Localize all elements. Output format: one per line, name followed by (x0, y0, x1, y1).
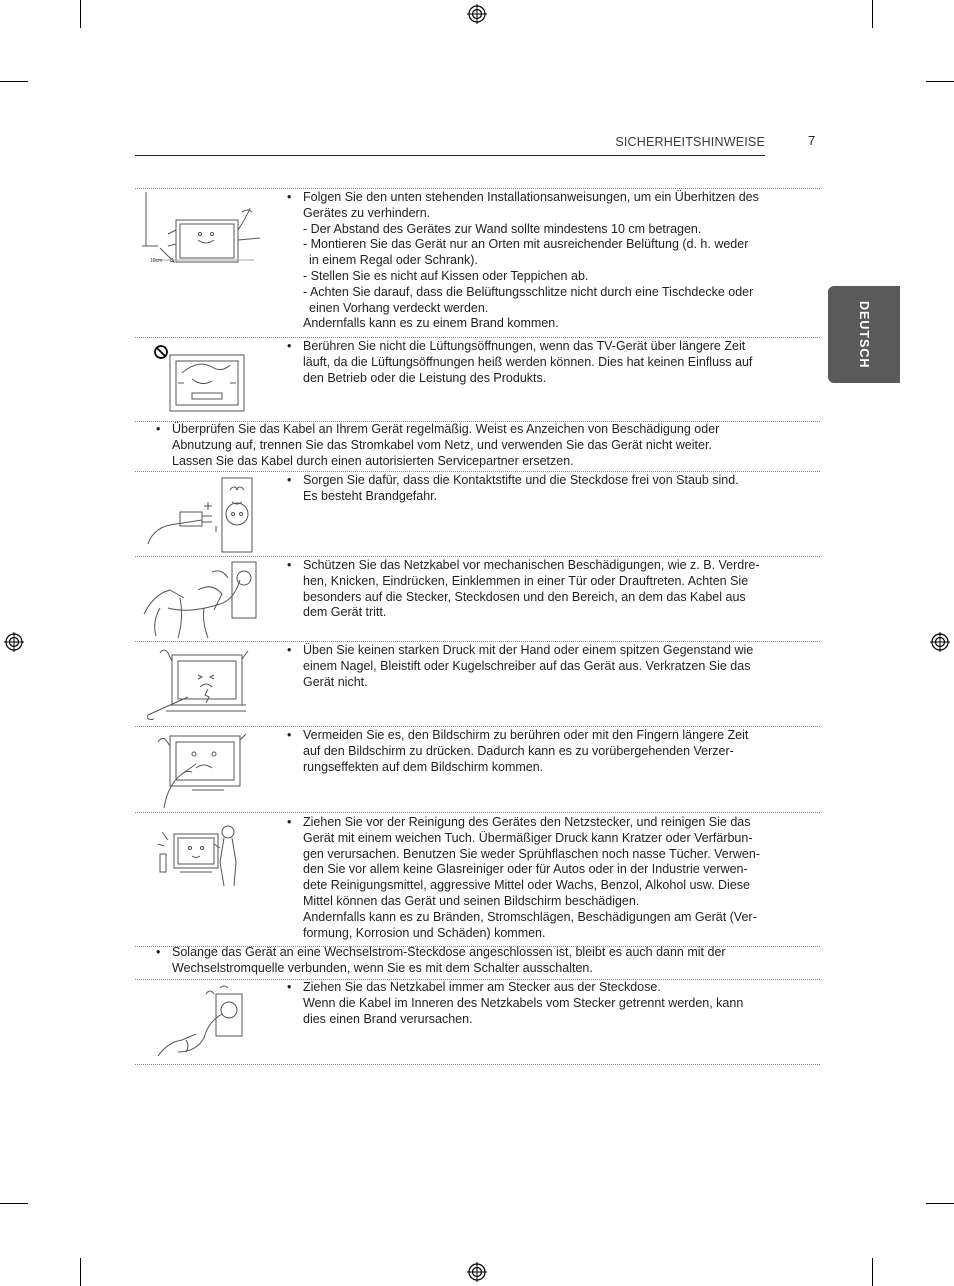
text-line: - Stellen Sie es nicht auf Kissen oder Teppichen ab. (303, 268, 589, 283)
section-9-text (156, 945, 796, 977)
text-line: den Sie vor allem keine Glasreiniger oder für Autos oder in der Industrie verwen- (303, 862, 748, 877)
crop-mark (80, 1258, 81, 1286)
line-text: Überprüfen Sie das Kabel an Ihrem Gerät regelmäßig. Weist es Anzeichen von Beschädigung oder (172, 422, 720, 436)
bullet-line (156, 422, 796, 438)
text-line: dies einen Brand verursachen. (303, 1011, 473, 1026)
text-line: Lassen Sie das Kabel durch einen autorisierten Servicepartner ersetzen. (172, 453, 574, 468)
bullet-line (287, 728, 807, 744)
registration-mark-icon (467, 1262, 487, 1282)
text-line: hen, Knicken, Eindrücken, Einklemmen in einer Tür oder Drauftreten. Achten Sie (303, 573, 749, 588)
bullet-icon: • (287, 815, 292, 829)
text-line: Gerätes zu verhindern. (303, 205, 431, 220)
section-8-text (287, 815, 807, 941)
section-4-text (287, 473, 807, 505)
damaged-cable-icon (140, 558, 260, 640)
bullet-line (287, 339, 807, 355)
separator (135, 812, 820, 813)
crop-mark (0, 81, 28, 82)
text-line: in einem Regal oder Schrank). (309, 253, 478, 268)
text-line: Andernfalls kann es zu Bränden, Stromschlägen, Beschädigungen am Gerät (Ver- (303, 909, 757, 924)
header-rule (135, 155, 765, 156)
bullet-line (287, 473, 807, 489)
separator (135, 188, 820, 189)
bullet-line (287, 815, 807, 831)
text-line: formung, Korrosion und Schäden) kommen. (303, 925, 546, 940)
sharp-object-scratch-icon (146, 645, 250, 723)
text-line: - Achten Sie darauf, dass die Belüftungsschlitze nicht durch eine Tischdecke oder (303, 284, 754, 299)
text-line: einen Vorhang verdeckt werden. (309, 300, 489, 315)
crop-mark (0, 1203, 28, 1204)
bullet-icon: • (287, 728, 292, 742)
registration-mark-icon (467, 4, 487, 24)
bullet-icon: • (287, 190, 292, 204)
bullet-icon: • (287, 473, 292, 487)
text-line: gen verursachen. Benutzen Sie weder Sprühflaschen noch nasse Tücher. Verwen- (303, 846, 760, 861)
registration-mark-icon (4, 632, 24, 652)
text-line: rungseffekten auf dem Bildschirm kommen. (303, 759, 544, 774)
text-line: Es besteht Brandgefahr. (303, 488, 438, 503)
bullet-icon: • (287, 558, 292, 572)
hot-vent-no-touch-icon (152, 343, 250, 419)
section-7-text (287, 728, 807, 775)
text-line: auf den Bildschirm zu drücken. Dadurch kann es zu vorübergehenden Verzer- (303, 743, 734, 758)
crop-mark (80, 0, 81, 28)
page-number: 7 (808, 133, 816, 148)
line-text: Üben Sie keinen starken Druck mit der Hand oder einem spitzen Gegenstand wie (303, 643, 754, 657)
bullet-icon: • (287, 980, 292, 994)
section-1-text (287, 190, 807, 332)
section-header-title: SICHERHEITSHINWEISE (615, 135, 765, 149)
text-line: Gerät mit einem weichen Tuch. Übermäßiger Druck kann Kratzer oder Verfärbun- (303, 830, 753, 845)
bullet-icon: • (287, 339, 292, 353)
language-tab (828, 286, 900, 383)
section-2-text (287, 339, 807, 386)
text-line: Mittel können das Gerät und seinen Bildschirm beschädigen. (303, 893, 640, 908)
tv-wall-distance-icon (138, 190, 266, 270)
section-5-text (287, 558, 807, 621)
text-line: besonders auf die Stecker, Steckdosen und den Bereich, an dem das Kabel aus (303, 589, 746, 604)
distance-label: 10cm (150, 258, 163, 264)
separator (135, 1064, 820, 1065)
crop-mark (872, 1258, 873, 1286)
separator (135, 471, 820, 472)
bullet-icon: • (156, 945, 161, 959)
text-line: - Montieren Sie das Gerät nur an Orten mit ausreichender Belüftung (d. h. weder (303, 237, 749, 252)
text-line: läuft, da die Lüftungsöffnungen heiß werden können. Dies hat keinen Einfluss auf (303, 354, 753, 369)
bullet-line (287, 190, 807, 206)
line-text: Folgen Sie den unten stehenden Installationsanweisungen, um ein Überhitzen des (303, 190, 759, 204)
language-tab-label: DEUTSCH (857, 300, 871, 369)
line-text: Berühren Sie nicht die Lüftungsöffnungen, wenn das TV-Gerät über längere Zeit (303, 339, 746, 353)
section-6-text (287, 643, 807, 690)
bullet-line (287, 643, 807, 659)
crop-mark (926, 81, 954, 82)
line-text: Solange das Gerät an eine Wechselstrom-Steckdose angeschlossen ist, bleibt es auch dann mit der (172, 945, 726, 959)
section-10-text (287, 980, 807, 1027)
separator (135, 726, 820, 727)
text-line: Andernfalls kann es zu einem Brand kommen. (303, 316, 559, 331)
text-line: dete Reinigungsmittel, aggressive Mittel oder Wachs, Benzol, Alkohol usw. Diese (303, 878, 750, 893)
separator (135, 556, 820, 557)
line-text: Schützen Sie das Netzkabel vor mechanischen Beschädigungen, wie z. B. Verdre- (303, 558, 760, 572)
text-line: - Der Abstand des Gerätes zur Wand sollte mindestens 10 cm betragen. (303, 221, 702, 236)
text-line: Abnutzung auf, trennen Sie das Stromkabel vom Netz, und verwenden Sie das Gerät nicht weiter. (172, 437, 712, 452)
separator (135, 641, 820, 642)
text-line: dem Gerät tritt. (303, 605, 387, 620)
line-text: Ziehen Sie vor der Reinigung des Gerätes den Netzstecker, und reinigen Sie das (303, 815, 751, 829)
bullet-icon: • (287, 643, 292, 657)
bullet-icon: • (156, 422, 161, 436)
line-text: Sorgen Sie dafür, dass die Kontaktstifte und die Steckdose frei von Staub sind. (303, 473, 739, 487)
text-line: Gerät nicht. (303, 674, 368, 689)
separator (135, 337, 820, 338)
section-3-text (156, 422, 796, 469)
bullet-line (287, 980, 807, 996)
dusty-plug-socket-icon (146, 474, 258, 554)
line-text: Ziehen Sie das Netzkabel immer am Stecker aus der Steckdose. (303, 980, 661, 994)
text-line: den Betrieb oder die Leistung des Produkts. (303, 370, 547, 385)
text-line: einem Nagel, Bleistift oder Kugelschreiber auf das Gerät aus. Verkratzen Sie das (303, 658, 751, 673)
text-line: Wenn die Kabel im Inneren des Netzkabels vom Stecker getrennt werden, kann (303, 995, 744, 1010)
crop-mark (872, 0, 873, 28)
crop-mark (926, 1203, 954, 1204)
line-text: Vermeiden Sie es, den Bildschirm zu berühren oder mit den Fingern längere Zeit (303, 728, 749, 742)
text-line: Wechselstromquelle verbunden, wenn Sie es mit dem Schalter ausschalten. (172, 960, 593, 975)
bullet-line (156, 945, 796, 961)
pull-plug-icon (156, 984, 246, 1058)
bullet-line (287, 558, 807, 574)
finger-press-screen-icon (152, 730, 248, 810)
registration-mark-icon (930, 632, 950, 652)
cleaning-unplug-icon (154, 820, 244, 894)
